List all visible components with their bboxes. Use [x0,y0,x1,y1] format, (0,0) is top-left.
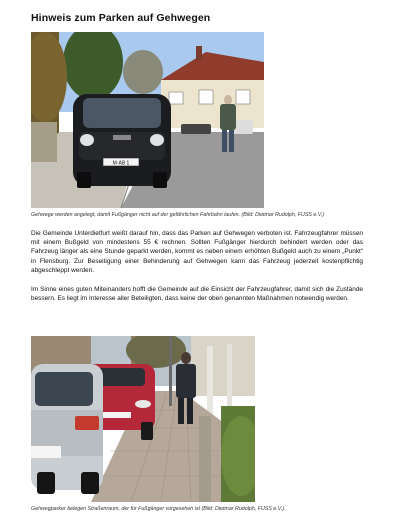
photo-parked-car-sidewalk [31,32,264,208]
paragraph-1: Die Gemeinde Unterdietfurt weißt darauf hin, dass das Parken auf Gehwegen verboten ist. Fahrzeugfahrer müssen mit einem Bußgeld von mindestens 55 € rechnen. Sollten Fußgänger hierdurch behindert werden oder das Fahrzeug länger als eine Stunde geparkt werden, kommt es neben einem erhöhten Bußgeld auch zu einem „Punkt“ in Flensburg. Zur Beseitigung einer Behinderung auf Gehwegen kann das Fahrzeug jederzeit kostenpflichtig abgeschleppt werden. [31,230,363,274]
photo-2-illustration [31,336,255,502]
paragraph-2: Im Sinne eines guten Miteinanders hofft die Gemeinde auf die Einsicht der Fahrzeugfahrer, damit sich die Zustände bessern. Es liegt im Interesse aller Beteiligten, dass keine der oben genannten Maßnahmen notwendig werden. [31,286,363,303]
photo-2-caption: Gehwegparker belegen Straßenraum, der für Fußgänger vorgesehen ist (Bild: Dietmar Rudolph, FUSS e.V.). [31,506,286,512]
photo-1-caption: Gehwege werden angelegt, damit Fußgänger nicht auf der gefährlichen Fahrbahn laufen. (Bild: Dietmar Rudolph, FUSS e.V.) [31,212,325,218]
document-title: Hinweis zum Parken auf Gehwegen [31,12,211,24]
photo-1-illustration [31,32,264,208]
photo-sidewalk-parkers [31,336,255,502]
license-plate-text: M·AB 1 [112,160,130,167]
